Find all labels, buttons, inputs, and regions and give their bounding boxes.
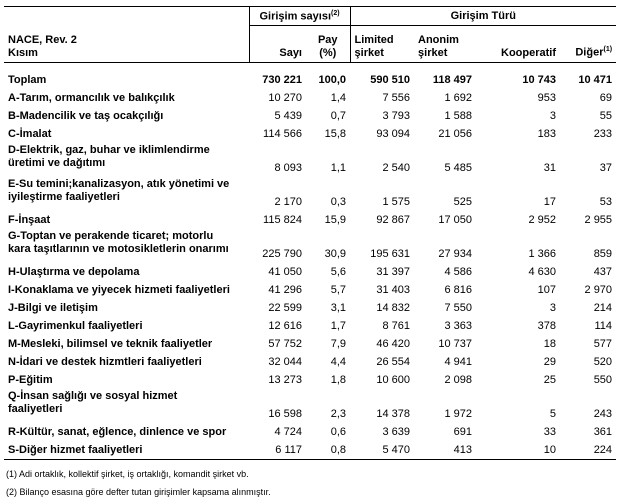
enterprise-table-page (4, 6, 616, 504)
cell-anonim: 10 737 (438, 337, 473, 350)
header-row-columns (4, 26, 616, 63)
cell-sayi: 5 439 (274, 109, 302, 122)
table-row (4, 423, 616, 441)
cell-kooperatif: 183 (537, 127, 557, 140)
cell-sayi: 8 093 (274, 162, 302, 174)
table-row (4, 125, 616, 143)
cell-diger: 577 (593, 337, 613, 350)
row-label: M-Mesleki, bilimsel ve teknik faaliyetler (8, 337, 213, 350)
cell-sayi: 115 824 (263, 213, 302, 226)
table-row (4, 299, 616, 317)
row-label: R-Kültür, sanat, eğlence, dinlence ve spor (8, 425, 227, 438)
table-row (4, 281, 616, 299)
table-row (4, 177, 616, 211)
cell-limited: 10 600 (376, 373, 411, 386)
header-anonim: Anonim şirket (414, 26, 476, 63)
cell-sayi: 225 790 (262, 248, 302, 260)
cell-anonim: 525 (453, 196, 473, 208)
row-label: Toplam (8, 73, 47, 86)
row-label: E-Su temini;kanalizasyon, atık yönetimi ve iyileştirme faaliyetleri (8, 178, 230, 203)
cell-anonim: 1 588 (444, 109, 473, 122)
cell-pay: 1,7 (330, 319, 347, 332)
table-row (4, 441, 616, 460)
cell-pay: 2,3 (330, 408, 347, 420)
cell-kooperatif: 3 (549, 109, 557, 122)
row-label: H-Ulaştırma ve depolama (8, 265, 140, 278)
cell-diger: 361 (593, 425, 613, 438)
row-label: N-İdari ve destek hizmtleri faaliyetleri (8, 355, 202, 368)
cell-pay: 100,0 (318, 73, 347, 86)
row-label: Q-İnsan sağlığı ve sosyal hizmet faaliyetleri (8, 390, 178, 415)
cell-kooperatif: 1 366 (528, 248, 557, 260)
cell-diger: 243 (593, 408, 613, 420)
cell-limited: 590 510 (370, 73, 411, 86)
cell-kooperatif: 18 (543, 337, 557, 350)
cell-sayi: 2 170 (274, 196, 302, 208)
table-row (4, 89, 616, 107)
cell-anonim: 21 056 (438, 127, 473, 140)
cell-sayi: 12 616 (268, 319, 302, 332)
cell-limited: 46 420 (376, 337, 411, 350)
cell-diger: 10 471 (578, 73, 613, 86)
cell-sayi: 22 599 (268, 301, 302, 314)
cell-anonim: 7 550 (444, 301, 473, 314)
header-pay: Pay (%) (306, 26, 350, 63)
cell-limited: 7 556 (382, 91, 411, 104)
header-limited: Limited şirket (350, 26, 414, 63)
cell-diger: 859 (593, 248, 613, 260)
cell-kooperatif: 17 (543, 196, 557, 208)
cell-diger: 2 970 (584, 283, 613, 296)
cell-diger: 520 (593, 355, 613, 368)
cell-kooperatif: 953 (537, 91, 557, 104)
cell-kooperatif: 10 (476, 441, 560, 460)
enterprise-table (4, 6, 616, 460)
cell-kooperatif: 3 (549, 301, 557, 314)
cell-kooperatif: 10 743 (522, 73, 557, 86)
cell-limited: 195 631 (370, 248, 411, 260)
cell-pay: 0,7 (330, 109, 347, 122)
table-row (4, 335, 616, 353)
cell-kooperatif: 4 630 (528, 265, 557, 278)
cell-sayi: 41 050 (268, 265, 302, 278)
row-label: J-Bilgi ve iletişim (8, 301, 98, 314)
cell-diger: 233 (593, 127, 613, 140)
table-row (4, 263, 616, 281)
cell-kooperatif: 31 (543, 162, 557, 174)
cell-anonim: 118 497 (432, 73, 473, 86)
header-girisim-sayisi: Girişim sayısı$^{(2)}$ (249, 7, 350, 26)
cell-limited: 3 639 (382, 425, 411, 438)
cell-sayi: 6 117 (249, 441, 306, 460)
cell-sayi: 730 221 (262, 73, 302, 86)
cell-sayi: 13 273 (268, 373, 302, 386)
header-nace: NACE, Rev. 2 Kısım (4, 26, 249, 63)
cell-anonim: 4 941 (444, 355, 473, 368)
row-label: P-Eğitim (8, 373, 53, 386)
cell-diger: 37 (599, 162, 613, 174)
table-row (4, 317, 616, 335)
footnotes (4, 468, 616, 504)
cell-pay: 3,1 (330, 301, 347, 314)
row-label: S-Diğer hizmet faaliyetleri (4, 441, 249, 460)
table-row (4, 229, 616, 263)
row-label: B-Madencilik ve taş ocakçılığı (8, 109, 164, 122)
cell-kooperatif: 5 (549, 408, 557, 420)
cell-sayi: 4 724 (274, 425, 302, 438)
total-row (4, 71, 616, 89)
cell-pay: 4,4 (330, 355, 347, 368)
cell-sayi: 16 598 (268, 408, 302, 420)
header-diger: Diğer$^{(1)}$ (560, 26, 616, 63)
table-row (4, 371, 616, 389)
cell-limited: 1 575 (382, 196, 411, 208)
cell-pay: 0,3 (330, 196, 347, 208)
cell-limited: 26 554 (376, 355, 411, 368)
cell-diger: 2 955 (584, 213, 613, 226)
row-label: A-Tarım, ormancılık ve balıkçılık (8, 91, 175, 104)
cell-anonim: 1 972 (444, 408, 473, 420)
cell-limited: 14 832 (376, 301, 411, 314)
cell-pay: 1,8 (330, 373, 347, 386)
header-girisim-turu: Girişim Türü (350, 7, 616, 26)
cell-diger: 55 (599, 109, 613, 122)
cell-kooperatif: 25 (543, 373, 557, 386)
row-label: L-Gayrimenkul faaliyetleri (8, 319, 143, 332)
cell-diger: 214 (593, 301, 613, 314)
cell-kooperatif: 33 (543, 425, 557, 438)
row-label: C-İmalat (8, 127, 52, 140)
cell-diger: 114 (594, 319, 613, 332)
cell-anonim: 1 692 (444, 91, 473, 104)
cell-limited: 2 540 (382, 162, 411, 174)
cell-anonim: 2 098 (444, 373, 473, 386)
cell-anonim: 6 816 (444, 283, 473, 296)
cell-sayi: 57 752 (268, 337, 302, 350)
cell-diger: 224 (560, 441, 616, 460)
cell-limited: 8 761 (382, 319, 411, 332)
cell-sayi: 32 044 (268, 355, 302, 368)
cell-pay: 15,9 (324, 213, 347, 226)
cell-diger: 550 (593, 373, 613, 386)
cell-pay: 1,4 (330, 91, 347, 104)
table-row (4, 107, 616, 125)
cell-anonim: 4 586 (444, 265, 473, 278)
cell-pay: 7,9 (330, 337, 347, 350)
cell-sayi: 114 566 (263, 127, 302, 140)
row-label: I-Konaklama ve yiyecek hizmeti faaliyetleri (8, 283, 230, 296)
cell-diger: 69 (599, 91, 613, 104)
cell-pay: 5,7 (330, 283, 347, 296)
cell-sayi: 41 296 (268, 283, 302, 296)
cell-pay: 0,6 (330, 425, 347, 438)
footnote-1: (1) Adi ortaklık, kollektif şirket, iş ortaklığı, komandit şirket vb. (6, 469, 249, 479)
row-label: D-Elektrik, gaz, buhar ve iklimlendirme üretimi ve dağıtımı (8, 144, 210, 169)
cell-limited: 14 378 (376, 408, 411, 420)
cell-anonim: 17 050 (438, 213, 473, 226)
cell-pay: 30,9 (324, 248, 347, 260)
table-row (4, 353, 616, 371)
cell-pay: 0,8 (306, 441, 350, 460)
cell-limited: 3 793 (382, 109, 411, 122)
row-label: G-Toptan ve perakende ticaret; motorlu kara taşıtlarının ve motosikletlerin onarımı (8, 230, 229, 255)
table-row (4, 389, 616, 423)
cell-pay: 1,1 (330, 162, 347, 174)
cell-pay: 15,8 (324, 127, 347, 140)
row-label: F-İnşaat (8, 213, 51, 226)
table-row (4, 211, 616, 229)
cell-anonim: 5 485 (444, 162, 473, 174)
cell-kooperatif: 107 (537, 283, 557, 296)
cell-anonim: 27 934 (438, 248, 473, 260)
cell-diger: 53 (599, 196, 613, 208)
header-row-groups (4, 7, 616, 26)
footnote-2: (2) Bilanço esasına göre defter tutan girişimler kapsama alınmıştır. (6, 487, 271, 497)
cell-pay: 5,6 (330, 265, 347, 278)
header-blank (4, 7, 249, 26)
cell-limited: 31 403 (376, 283, 411, 296)
cell-sayi: 10 270 (268, 91, 302, 104)
cell-kooperatif: 378 (537, 319, 557, 332)
cell-diger: 437 (593, 265, 613, 278)
header-sayi: Sayı (249, 26, 306, 63)
cell-limited: 5 470 (350, 441, 414, 460)
cell-anonim: 3 363 (444, 319, 473, 332)
cell-kooperatif: 2 952 (528, 213, 557, 226)
header-kooperatif: Kooperatif (476, 26, 560, 63)
cell-anonim: 413 (414, 441, 476, 460)
cell-limited: 92 867 (376, 213, 411, 226)
table-row (4, 143, 616, 177)
cell-limited: 93 094 (376, 127, 411, 140)
cell-anonim: 691 (453, 425, 473, 438)
cell-limited: 31 397 (376, 265, 411, 278)
cell-kooperatif: 29 (543, 355, 557, 368)
